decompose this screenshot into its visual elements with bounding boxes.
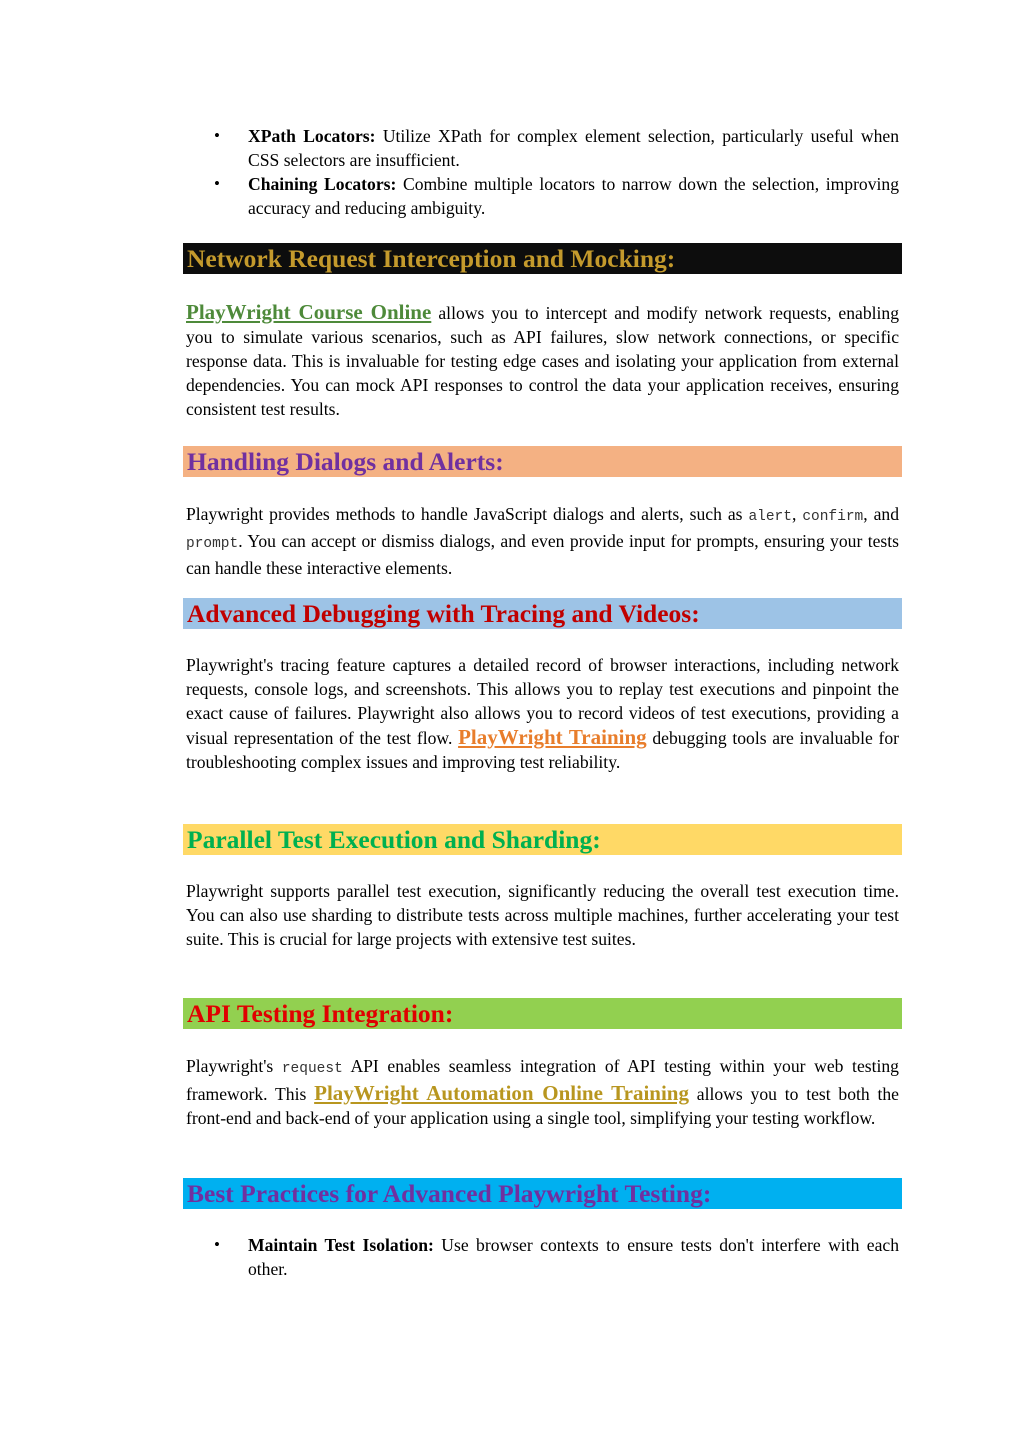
section-heading-network: Network Request Interception and Mocking: bbox=[183, 243, 902, 274]
section-body-parallel bbox=[186, 879, 899, 951]
body-text: Playwright's bbox=[186, 1056, 282, 1076]
body-text: Playwright supports parallel test execution, significantly reducing the overall test execution time. You can also use sharding to distribute tests across multiple machines, further accelerating your test suite. This is crucial for large projects with extensive test suites. bbox=[186, 881, 899, 949]
section-body-debugging bbox=[186, 653, 899, 774]
section-body-api bbox=[186, 1054, 899, 1130]
top-bullet-list bbox=[186, 124, 899, 220]
course-online-link[interactable]: PlayWright Course Online bbox=[186, 300, 432, 324]
bullet-icon: • bbox=[214, 1235, 220, 1254]
section-body-network bbox=[186, 300, 899, 421]
body-text: , and bbox=[863, 504, 900, 524]
list-item bbox=[186, 124, 899, 172]
code-alert: alert bbox=[748, 509, 792, 525]
section-heading-dialogs: Handling Dialogs and Alerts: bbox=[183, 446, 902, 477]
bullet-term: Chaining Locators: bbox=[248, 174, 397, 194]
list-item bbox=[186, 172, 899, 220]
bullet-text: Combine multiple locators to narrow down the selection, improving accuracy and reducing ambiguity. bbox=[248, 174, 900, 218]
best-practices-list bbox=[186, 1233, 899, 1281]
bullet-icon: • bbox=[214, 126, 220, 145]
code-prompt: prompt bbox=[186, 536, 239, 552]
section-heading-best-practices: Best Practices for Advanced Playwright Testing: bbox=[183, 1178, 902, 1209]
body-text: allows you to test both the front-end and back-end of your application using a single tool, simplifying your testing workflow. bbox=[186, 1084, 899, 1128]
bullet-text: Use browser contexts to ensure tests don't interfere with each other. bbox=[248, 1235, 899, 1279]
body-text: allows you to intercept and modify network requests, enabling you to simulate various scenarios, such as API failures, slow network connections, or specific response data. This is invaluable for testing edge cases and isolating your application from external dependencies. You can mock API responses to control the data your application receives, ensuring consistent test results. bbox=[186, 303, 899, 419]
body-text: , bbox=[791, 504, 803, 524]
section-heading-parallel: Parallel Test Execution and Sharding: bbox=[183, 824, 902, 855]
code-request: request bbox=[281, 1061, 343, 1077]
bullet-term: XPath Locators: bbox=[248, 126, 376, 146]
body-text: Playwright's tracing feature captures a detailed record of browser interactions, including network requests, console logs, and screenshots. This allows you to replay test executions and pinpoint the exact cause of failures. Playwright also allows you to record videos of test executions, providing a visual representation of the test flow. bbox=[186, 655, 899, 748]
body-text: Playwright provides methods to handle JavaScript dialogs and alerts, such as bbox=[186, 504, 749, 524]
list-item bbox=[186, 1233, 899, 1281]
training-link[interactable]: PlayWright Training bbox=[458, 725, 647, 749]
section-heading-debugging: Advanced Debugging with Tracing and Videos: bbox=[183, 598, 902, 629]
bullet-text: Utilize XPath for complex element selection, particularly useful when CSS selectors are insufficient. bbox=[248, 126, 899, 170]
bullet-icon: • bbox=[214, 174, 220, 193]
body-text: debugging tools are invaluable for troubleshooting complex issues and improving test reliability. bbox=[186, 728, 899, 772]
body-text: . You can accept or dismiss dialogs, and even provide input for prompts, ensuring your tests can handle these interactive elements. bbox=[186, 531, 899, 578]
automation-training-link[interactable]: PlayWright Automation Online Training bbox=[314, 1081, 689, 1105]
code-confirm: confirm bbox=[802, 509, 864, 525]
section-body-dialogs bbox=[186, 502, 899, 580]
body-text: API enables seamless integration of API testing within your web testing framework. This bbox=[186, 1056, 899, 1104]
bullet-term: Maintain Test Isolation: bbox=[248, 1235, 434, 1255]
section-heading-api: API Testing Integration: bbox=[183, 998, 902, 1029]
